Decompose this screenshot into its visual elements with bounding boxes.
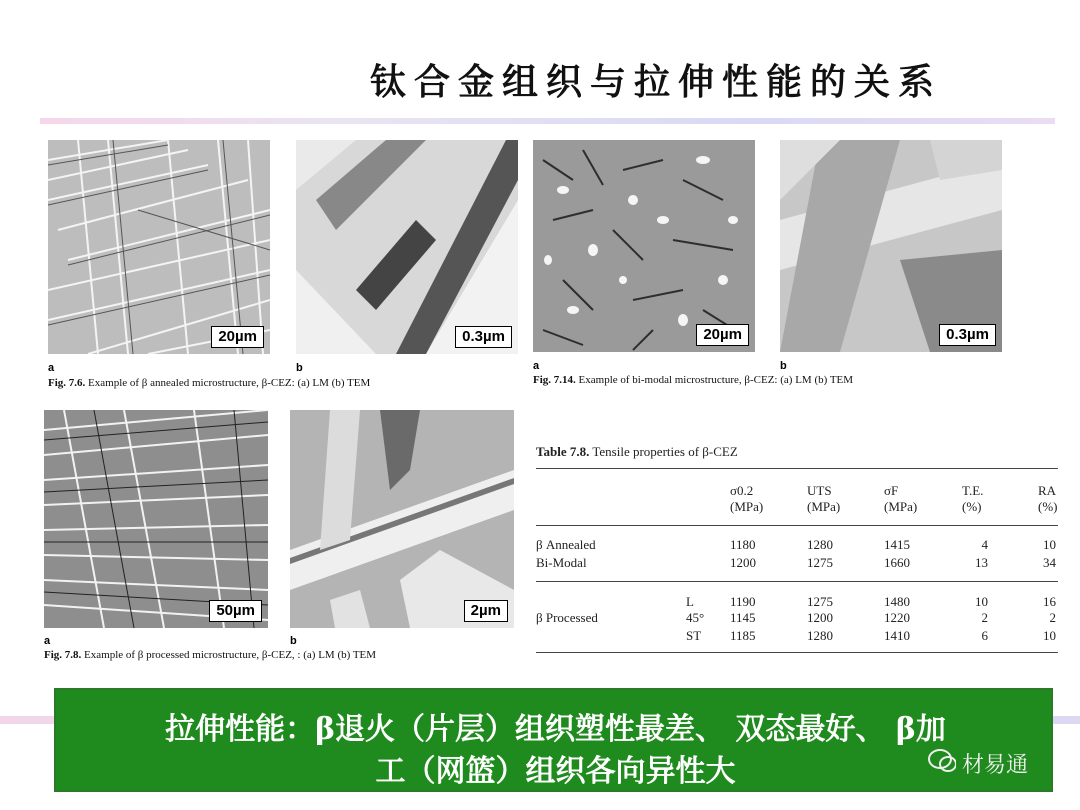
col-header: σ0.2 [730, 483, 754, 498]
bimodal-texture [533, 140, 755, 352]
subfig-label: b [296, 362, 303, 374]
table-cell: 1280 [807, 537, 833, 552]
header-divider [40, 118, 1055, 124]
table-number: Table 7.8. [536, 444, 590, 459]
row-name: Bi-Modal [536, 555, 587, 570]
micrograph-fig714-b [780, 140, 1002, 352]
subfig-label: a [533, 360, 540, 372]
table-rule [536, 581, 1058, 582]
table-cell: 10 [975, 594, 988, 609]
scale-bar: 0.3µm [455, 326, 512, 348]
tem-texture [296, 140, 518, 354]
table-cell: 1180 [730, 537, 756, 552]
figure-number: Fig. 7.8. [44, 649, 82, 661]
scale-bar: 20µm [211, 326, 264, 348]
conclusion-line-2: 工（网篮）组织各向异性大 [375, 754, 736, 789]
table-cell: 16 [1043, 594, 1056, 609]
table-title [536, 444, 738, 460]
figure-caption-text: Example of β annealed microstructure, β-CEZ: (a) LM (b) TEM [88, 377, 371, 389]
slide-title: 钛合金组织与拉伸性能的关系 [370, 61, 943, 103]
wechat-icon [928, 748, 956, 772]
col-header: T.E. [962, 483, 984, 498]
figure-caption-text: Example of bi-modal microstructure, β-CEZ: (a) LM (b) TEM [578, 374, 854, 386]
table-rule [536, 525, 1058, 526]
row-direction: L [686, 594, 694, 609]
figure-caption-text: Example of β processed microstructure, β-CEZ, : (a) LM (b) TEM [84, 649, 377, 661]
col-header-unit: (MPa) [730, 499, 764, 514]
col-header: σF [884, 483, 899, 498]
subfig-label: a [44, 635, 51, 647]
scale-bar: 2µm [464, 600, 508, 622]
conclusion-line-1: 拉伸性能：β退火（片层）组织塑性最差、 双态最好、 β加 [165, 712, 946, 747]
scale-bar: 50µm [209, 600, 262, 622]
table-cell: 10 [1043, 537, 1056, 552]
figure-number: Fig. 7.6. [48, 377, 86, 389]
watermark-text: 材易通 [962, 753, 1029, 778]
row-direction: ST [686, 628, 702, 643]
row-name: β Processed [536, 610, 598, 625]
col-header-unit: (MPa) [884, 499, 918, 514]
table-cell: 1275 [807, 555, 833, 570]
table-cell: 2 [981, 610, 988, 625]
table-cell: 13 [975, 555, 988, 570]
table-cell: 1415 [884, 537, 910, 552]
subfig-label: b [290, 635, 297, 647]
micrograph-fig78-a [44, 410, 268, 628]
col-header-unit: (MPa) [807, 499, 841, 514]
table-cell: 1480 [884, 594, 910, 609]
table-cell: 6 [981, 628, 988, 643]
table-rule [536, 468, 1058, 469]
tem-texture [780, 140, 1002, 352]
figure-caption [48, 377, 370, 389]
tem-texture [290, 410, 514, 628]
scale-bar: 0.3µm [939, 324, 996, 346]
table-cell: 2 [1049, 610, 1056, 625]
col-header-unit: (%) [1038, 499, 1058, 514]
table-cell: 1190 [730, 594, 756, 609]
basketweave-texture [44, 410, 268, 628]
table-title-text: Tensile properties of β-CEZ [592, 444, 738, 459]
micrograph-fig76-b [296, 140, 518, 354]
table-cell: 34 [1043, 555, 1056, 570]
row-direction: 45° [686, 610, 705, 625]
table-cell: 1280 [807, 628, 833, 643]
figure-caption [44, 649, 376, 661]
figure-caption [533, 374, 853, 386]
micrograph-fig76-a [48, 140, 270, 354]
table-cell: 1145 [730, 610, 756, 625]
col-header: UTS [807, 483, 832, 498]
table-cell: 1200 [730, 555, 756, 570]
table-cell: 1200 [807, 610, 833, 625]
table-cell: 1410 [884, 628, 910, 643]
col-header-unit: (%) [962, 499, 982, 514]
subfig-label: a [48, 362, 55, 374]
table-cell: 1660 [884, 555, 910, 570]
scale-bar: 20µm [696, 324, 749, 346]
lamellar-texture [48, 140, 270, 354]
row-name: β Annealed [536, 537, 596, 552]
micrograph-fig714-a [533, 140, 755, 352]
micrograph-fig78-b [290, 410, 514, 628]
table-cell: 4 [981, 537, 988, 552]
table-rule [536, 652, 1058, 653]
table-cell: 1220 [884, 610, 910, 625]
subfig-label: b [780, 360, 787, 372]
col-header: RA [1038, 483, 1057, 498]
table-cell: 1275 [807, 594, 833, 609]
conclusion-banner [54, 688, 1053, 792]
table-cell: 1185 [730, 628, 756, 643]
table-cell: 10 [1043, 628, 1056, 643]
figure-number: Fig. 7.14. [533, 374, 576, 386]
